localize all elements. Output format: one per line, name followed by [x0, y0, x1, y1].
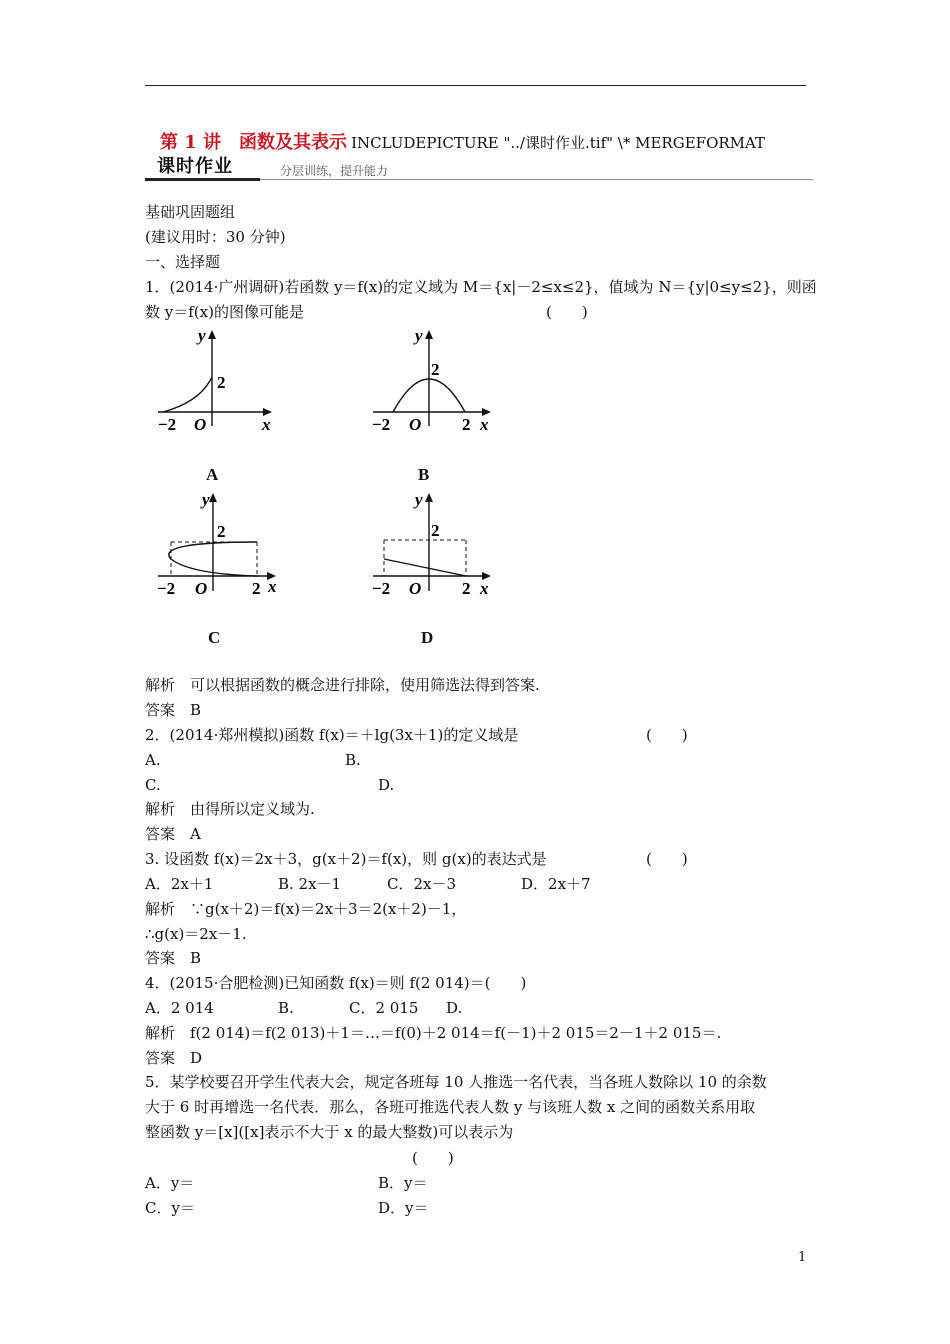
- q4-option-b: B.: [278, 999, 294, 1017]
- q1-text-cont: 数 y＝f(x)的图像可能是: [145, 303, 304, 321]
- graph-b: [365, 322, 505, 432]
- graph-b-two-y: 2: [431, 360, 440, 379]
- q2-answer: 答案 A: [145, 825, 201, 843]
- q1-answer: 答案 B: [145, 701, 202, 719]
- q5-option-a: A．y＝: [145, 1174, 195, 1192]
- graph-c-neg-two: −2: [157, 579, 176, 598]
- graph-d-neg-two: −2: [372, 579, 391, 598]
- graph-c-two-y: 2: [217, 522, 226, 541]
- section-heading: 课时作业: [157, 156, 233, 177]
- graph-b-caption: B: [418, 465, 430, 484]
- q5-text: 5．某学校要召开学生代表大会，规定各班每 10 人推选一名代表，当各班人数除以 10 的余数: [145, 1073, 767, 1091]
- graph-d-caption: D: [421, 628, 434, 647]
- graph-c-x-label: x: [268, 577, 277, 596]
- graph-b-two-x: 2: [462, 415, 471, 432]
- page-number: 1: [798, 1250, 807, 1265]
- time-note: (建议用时：30 分钟): [145, 228, 286, 246]
- graph-b-origin: O: [409, 415, 422, 432]
- q3-answer-blank: ( ): [646, 850, 688, 868]
- q5-text-cont: 大于 6 时再增选一名代表．那么，各班可推选代表人数 y 与该班人数 x 之间的函数关系用取: [145, 1098, 756, 1116]
- graph-a-neg-two: −2: [158, 415, 177, 432]
- graph-d: [365, 485, 505, 600]
- q4-text: 4．(2015·合肥检测)已知函数 f(x)＝则 f(2 014)＝( ): [145, 974, 527, 992]
- q3-explanation-cont: ∴g(x)＝2x－1.: [145, 925, 247, 943]
- q4-option-c: C．2 015: [349, 999, 419, 1017]
- graph-b-y-label: y: [415, 326, 423, 345]
- q5-option-d: D．y＝: [378, 1199, 429, 1217]
- q5-answer-blank: ( ): [412, 1149, 454, 1167]
- graph-d-y-label: y: [415, 490, 423, 509]
- graph-c-y-label: y: [202, 490, 210, 509]
- graph-c: [150, 485, 290, 600]
- section-bar: [145, 178, 260, 181]
- part-heading: 一、选择题: [145, 253, 221, 271]
- section-rule: [260, 179, 813, 180]
- q3-explanation: 解析 ∵g(x＋2)＝f(x)＝2x＋3＝2(x＋2)－1，: [145, 900, 467, 918]
- graph-b-x-label: x: [480, 415, 489, 432]
- q3-option-a: A．2x＋1: [145, 875, 214, 893]
- graph-d-two-y: 2: [431, 521, 440, 540]
- graph-d-two-x: 2: [462, 579, 471, 598]
- include-field: INCLUDEPICTURE "../课时作业.tif" \* MERGEFORMAT: [351, 134, 766, 152]
- q2-option-d: D.: [378, 776, 395, 794]
- q2-option-a: A.: [145, 751, 161, 769]
- q3-text: 3. 设函数 f(x)＝2x＋3，g(x＋2)＝f(x)，则 g(x)的表达式是: [145, 850, 547, 868]
- q3-option-b: B. 2x－1: [278, 875, 342, 893]
- section-subtitle: 分层训练，提升能力: [280, 164, 389, 178]
- graph-c-origin: O: [195, 579, 208, 598]
- q4-answer: 答案 D: [145, 1049, 203, 1067]
- graph-d-x-label: x: [480, 579, 489, 598]
- q3-answer: 答案 B: [145, 949, 202, 967]
- graph-c-caption: C: [208, 628, 221, 647]
- q5-option-c: C．y＝: [145, 1199, 195, 1217]
- graph-d-origin: O: [409, 579, 422, 598]
- graph-a-y-label: y: [198, 326, 206, 345]
- q4-option-a: A．2 014: [145, 999, 214, 1017]
- q4-option-d: D.: [446, 999, 463, 1017]
- q1-answer-blank: ( ): [546, 303, 588, 321]
- q1-explanation: 解析 可以根据函数的概念进行排除，使用筛选法得到答案.: [145, 676, 540, 694]
- q3-option-c: C．2x－3: [387, 875, 457, 893]
- q3-option-d: D．2x＋7: [521, 875, 591, 893]
- q1-text: 1．(2014·广州调研)若函数 y＝f(x)的定义域为 M＝{x|－2≤x≤2}，值域为 N＝{y|0≤y≤2}，则函: [145, 278, 817, 296]
- graph-a: [150, 322, 280, 432]
- q5-text-cont2: 整函数 y＝[x]([x]表示不大于 x 的最大整数)可以表示为: [145, 1123, 514, 1141]
- q2-option-b: B.: [345, 751, 361, 769]
- graph-a-caption: A: [206, 465, 219, 484]
- graph-a-two: 2: [217, 373, 226, 392]
- q2-text: 2．(2014·郑州模拟)函数 f(x)＝＋lg(3x＋1)的定义域是: [145, 726, 519, 744]
- q5-option-b: B．y＝: [378, 1174, 428, 1192]
- lesson-title: 第 1 讲 函数及其表示 INCLUDEPICTURE "../课时作业.tif" \* MERGEFORMAT: [160, 132, 766, 153]
- group-heading: 基础巩固题组: [145, 203, 236, 221]
- graph-a-origin: O: [194, 415, 207, 432]
- q2-explanation: 解析 由得所以定义域为.: [145, 800, 315, 818]
- graph-c-two-x: 2: [252, 579, 261, 598]
- q2-answer-blank: ( ): [646, 726, 688, 744]
- q4-explanation: 解析 f(2 014)＝f(2 013)＋1＝…＝f(0)＋2 014＝f(－1)＋2 015＝2－1＋2 015＝.: [145, 1024, 722, 1042]
- q2-option-c: C.: [145, 776, 161, 794]
- graph-b-neg-two: −2: [372, 415, 391, 432]
- graph-a-x-label: x: [262, 415, 271, 432]
- header-rule: [145, 85, 806, 86]
